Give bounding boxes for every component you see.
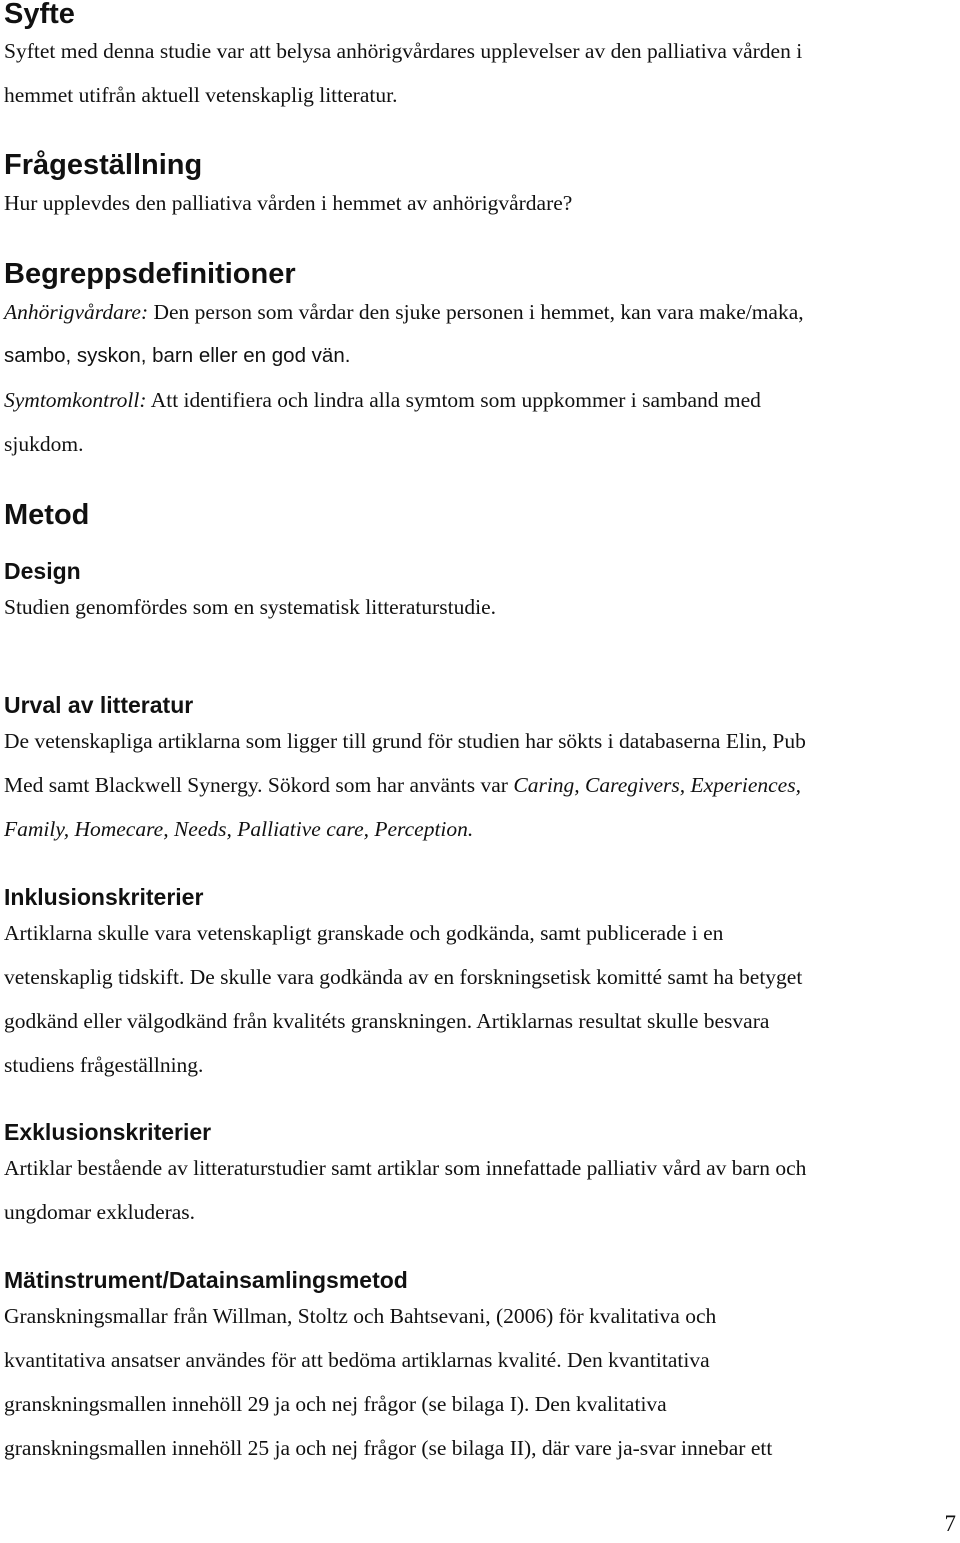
paragraph-design bbox=[4, 585, 954, 629]
text-line: granskningsmallen innehöll 25 ja och nej frågor (se bilaga II), där vare ja-svar innebar ett bbox=[4, 1436, 773, 1460]
text-line: ungdomar exkluderas. bbox=[4, 1200, 196, 1224]
heading-begreppsdefinitioner: Begreppsdefinitioner bbox=[4, 258, 296, 290]
text-line: sambo, syskon, barn eller en god vän. bbox=[4, 344, 351, 367]
definition-anhorigvardare bbox=[4, 290, 954, 378]
page-number: 7 bbox=[944, 1511, 956, 1536]
text-line: granskningsmallen innehöll 29 ja och nej frågor (se bilaga I). Den kvalitativa bbox=[4, 1392, 667, 1416]
text-line: Syftet med denna studie var att belysa anhörigvårdares upplevelser av den palliativa vården i bbox=[4, 39, 803, 63]
definition-symtomkontroll bbox=[4, 378, 954, 466]
text-line bbox=[4, 290, 954, 334]
text-line: kvantitativa ansatser användes för att bedöma artiklarnas kvalité. Den kvantitativa bbox=[4, 1348, 710, 1372]
text-line: Hur upplevdes den palliativa vården i hemmet av anhörigvårdare? bbox=[4, 191, 573, 215]
paragraph-urval bbox=[4, 719, 954, 851]
search-terms: Caring, Caregivers, Experiences, bbox=[513, 773, 801, 797]
paragraph-matinstrument bbox=[4, 1294, 954, 1470]
text-line: godkänd eller välgodkänd från kvalitéts granskningen. Artiklarnas resultat skulle besvara bbox=[4, 1009, 770, 1033]
heading-exklusionskriterier: Exklusionskriterier bbox=[4, 1119, 212, 1145]
paragraph-inklusion bbox=[4, 911, 954, 1087]
search-terms: Family, Homecare, Needs, Palliative care, Perception. bbox=[4, 817, 474, 841]
definition-text: Att identifiera och lindra alla symtom som uppkommer i samband med bbox=[146, 388, 761, 412]
text-line: Studien genomfördes som en systematisk litteraturstudie. bbox=[4, 595, 497, 619]
text-line: studiens frågeställning. bbox=[4, 1053, 204, 1077]
paragraph-exklusion bbox=[4, 1146, 954, 1234]
paragraph-syfte bbox=[4, 29, 954, 117]
definition-term: Anhörigvårdare: bbox=[4, 300, 149, 324]
text-line: sjukdom. bbox=[4, 432, 84, 456]
definition-text: Den person som vårdar den sjuke personen i hemmet, kan vara make/maka, bbox=[148, 300, 804, 324]
heading-urval: Urval av litteratur bbox=[4, 692, 194, 718]
text-line: Artiklar bestående av litteraturstudier samt artiklar som innefattade palliativ vård av barn och bbox=[4, 1156, 807, 1180]
text-line bbox=[4, 807, 954, 851]
heading-syfte: Syfte bbox=[4, 0, 75, 30]
text-line: hemmet utifrån aktuell vetenskaplig litteratur. bbox=[4, 83, 398, 107]
text-line: De vetenskapliga artiklarna som ligger till grund för studien har sökts i databaserna Elin, Pub bbox=[4, 729, 806, 753]
definition-term: Symtomkontroll: bbox=[4, 388, 147, 412]
heading-design: Design bbox=[4, 558, 81, 584]
text-line: vetenskaplig tidskift. De skulle vara godkända av en forskningsetisk komitté samt ha betyget bbox=[4, 965, 803, 989]
text-line: Artiklarna skulle vara vetenskapligt granskade och godkända, samt publicerade i en bbox=[4, 921, 724, 945]
text-line bbox=[4, 763, 954, 807]
text-line: Granskningsmallar från Willman, Stoltz och Bahtsevani, (2006) för kvalitativa och bbox=[4, 1304, 717, 1328]
heading-inklusionskriterier: Inklusionskriterier bbox=[4, 884, 204, 910]
text-line bbox=[4, 378, 954, 422]
heading-metod: Metod bbox=[4, 499, 90, 531]
text-span: Med samt Blackwell Synergy. Sökord som har använts var bbox=[4, 773, 514, 797]
heading-matinstrument: Mätinstrument/Datainsamlingsmetod bbox=[4, 1267, 408, 1293]
paragraph-fragestallning bbox=[4, 181, 954, 225]
heading-fragestallning: Frågeställning bbox=[4, 149, 203, 181]
